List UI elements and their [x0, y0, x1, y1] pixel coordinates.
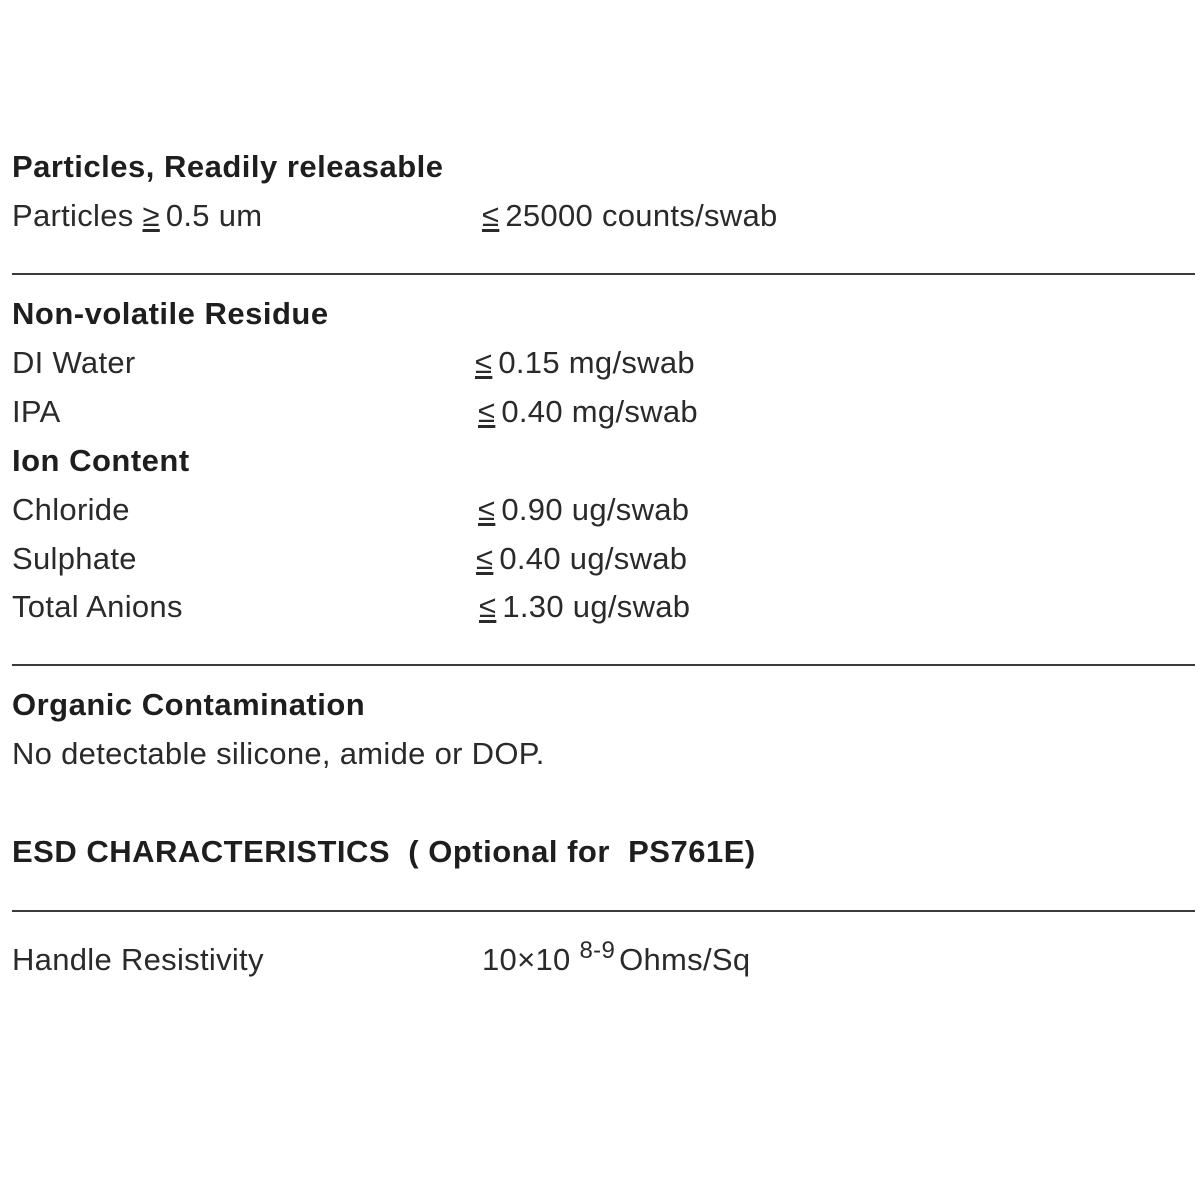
ion-label-chloride: Chloride: [12, 492, 130, 527]
nvr-value-ipa-text: 0.40 mg/swab: [501, 394, 698, 429]
ion-value-sulphate: [476, 543, 687, 574]
particles-label-post: 0.5 um: [165, 198, 263, 233]
esd-label: Handle Resistivity: [12, 942, 264, 977]
esd-value: [482, 937, 751, 977]
nvr-heading: Non-volatile Residue: [12, 296, 329, 331]
ion-label-total-anions: Total Anions: [12, 589, 183, 624]
particles-label: [12, 200, 262, 231]
particles-value: [482, 200, 778, 231]
particles-heading: Particles, Readily releasable: [12, 149, 444, 184]
less-equal-symbol: ≤: [478, 492, 496, 527]
less-equal-symbol: ≤: [482, 198, 500, 233]
esd-heading: ESD CHARACTERISTICS ( Optional for PS761E): [12, 834, 756, 869]
less-equal-symbol: ≤: [475, 345, 493, 380]
ion-value-total-anions: [479, 591, 690, 622]
divider: [12, 910, 1195, 912]
nvr-value-ipa: [478, 396, 698, 427]
esd-value-unit: Ohms/Sq: [619, 942, 751, 977]
esd-value-exponent: 8-9: [579, 937, 616, 964]
ion-value-chloride: [478, 494, 689, 525]
particles-label-pre: Particles: [12, 198, 134, 233]
organic-heading: Organic Contamination: [12, 687, 366, 722]
less-equal-symbol: ≤: [476, 541, 494, 576]
divider: [12, 664, 1195, 666]
ion-heading: Ion Content: [12, 443, 190, 478]
less-equal-symbol: ≤: [478, 394, 496, 429]
divider: [12, 273, 1195, 275]
ion-value-total-anions-text: 1.30 ug/swab: [502, 589, 691, 624]
nvr-label-ipa: IPA: [12, 394, 61, 429]
nvr-value-di-water-text: 0.15 mg/swab: [498, 345, 695, 380]
nvr-value-di-water: [475, 347, 695, 378]
ion-value-chloride-text: 0.90 ug/swab: [501, 492, 690, 527]
ion-value-sulphate-text: 0.40 ug/swab: [499, 541, 688, 576]
esd-value-base: 10×10: [482, 942, 571, 977]
ion-label-sulphate: Sulphate: [12, 541, 137, 576]
less-equal-symbol: ≤: [479, 589, 497, 624]
organic-text: No detectable silicone, amide or DOP.: [12, 736, 545, 771]
nvr-label-di-water: DI Water: [12, 345, 136, 380]
particles-value-text: 25000 counts/swab: [505, 198, 778, 233]
greater-equal-symbol: ≥: [142, 198, 160, 233]
